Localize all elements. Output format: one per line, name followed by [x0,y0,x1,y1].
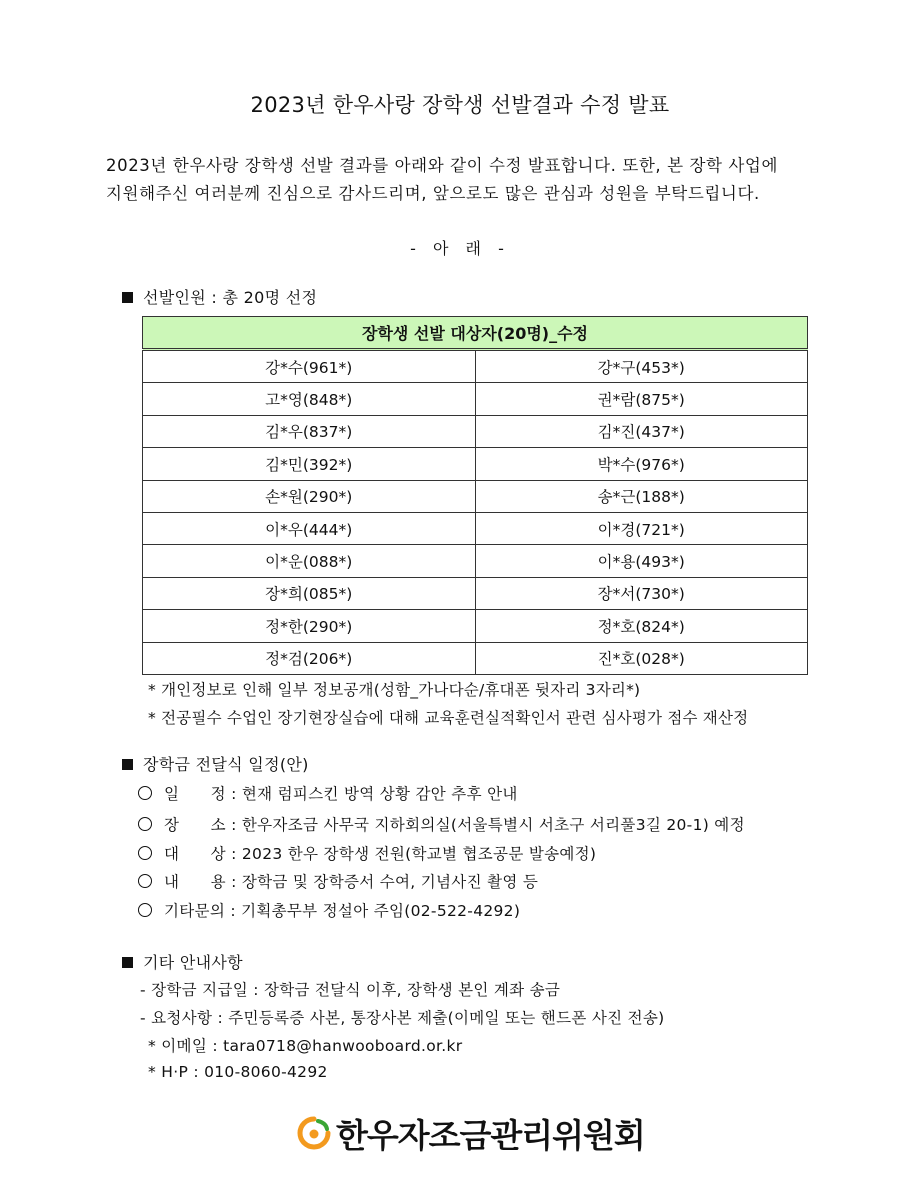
ceremony-heading [122,752,309,775]
organization-name: 한우자조금관리위원회 [336,1115,645,1155]
rescoring-note: * 전공필수 수업인 장기현장실습에 대해 교육훈련실적확인서 관련 심사평가 점수 재산정 [148,709,749,727]
table-cell: 강*구(453*) [475,350,808,383]
intro-line-2: 지원해주신 여러분께 진심으로 감사드리며, 앞으로도 많은 관심과 성원을 부탁드립니다. [106,184,760,203]
request-info: - 요청사항 : 주민등록증 사본, 통장사본 제출(이메일 또는 핸드폰 사진 전송) [140,1009,665,1027]
organization-logo [296,1108,645,1158]
selection-table [142,316,808,675]
table-cell: 정*검(206*) [143,642,476,674]
table-cell: 권*람(875*) [475,383,808,415]
other-info-heading-text: 기타 안내사항 [143,953,243,972]
table-cell: 이*경(721*) [475,512,808,544]
table-row [143,577,808,609]
table-cell: 이*우(444*) [143,512,476,544]
circle-bullet-icon [138,817,152,831]
table-cell: 손*원(290*) [143,480,476,512]
payment-date-info: - 장학금 지급일 : 장학금 전달식 이후, 장학생 본인 계좌 송금 [140,981,561,999]
table-row [143,448,808,480]
intro-line-1: 2023년 한우사랑 장학생 선발 결과를 아래와 같이 수정 발표합니다. 또한, 본 장학 사업에 [106,156,779,175]
square-bullet-icon [122,957,133,968]
table-row [143,480,808,512]
selection-heading-text: 선발인원 : 총 20명 선정 [143,288,318,307]
hanwoo-logo-icon [296,1115,332,1151]
other-info-heading [122,950,243,973]
table-cell: 진*호(028*) [475,642,808,674]
table-cell: 송*근(188*) [475,480,808,512]
table-row [143,512,808,544]
square-bullet-icon [122,292,133,303]
table-cell: 이*운(088*) [143,545,476,577]
email-info: * 이메일 : tara0718@hanwooboard.or.kr [148,1037,463,1055]
table-row [143,383,808,415]
schedule-place: 장 소 : 한우자조금 사무국 지하회의실(서울특별시 서초구 서리풀3길 20-1) 예정 [138,813,745,835]
table-cell: 장*희(085*) [143,577,476,609]
table-row [143,642,808,674]
schedule-date: 일 정 : 현재 럼피스킨 방역 상황 감안 추후 안내 [138,782,518,804]
table-row [143,610,808,642]
table-cell: 정*한(290*) [143,610,476,642]
table-row [143,350,808,383]
privacy-note: * 개인정보로 인해 일부 정보공개(성함_가나다순/휴대폰 뒷자리 3자리*) [148,681,641,699]
circle-bullet-icon [138,874,152,888]
section-divider-heading: - 아 래 - [410,239,510,258]
circle-bullet-icon [138,846,152,860]
ceremony-heading-text: 장학금 전달식 일정(안) [143,755,309,774]
phone-info: * H·P : 010-8060-4292 [148,1063,328,1081]
page-title: 2023년 한우사랑 장학생 선발결과 수정 발표 [250,93,670,117]
selection-heading [122,285,317,308]
table-cell: 김*민(392*) [143,448,476,480]
table-row [143,415,808,447]
table-cell: 장*서(730*) [475,577,808,609]
table-cell: 김*우(837*) [143,415,476,447]
square-bullet-icon [122,759,133,770]
circle-bullet-icon [138,903,152,917]
table-cell: 박*수(976*) [475,448,808,480]
table-cell: 이*용(493*) [475,545,808,577]
table-cell: 김*진(437*) [475,415,808,447]
schedule-target: 대 상 : 2023 한우 장학생 전원(학교별 협조공문 발송예정) [138,842,596,864]
table-cell: 강*수(961*) [143,350,476,383]
schedule-contact: 기타문의 : 기획총무부 정설아 주임(02-522-4292) [138,899,520,921]
selection-table-title: 장학생 선발 대상자(20명)_수정 [143,317,808,350]
schedule-content: 내 용 : 장학금 및 장학증서 수여, 기념사진 촬영 등 [138,870,538,892]
table-cell: 고*영(848*) [143,383,476,415]
table-row [143,545,808,577]
table-cell: 정*호(824*) [475,610,808,642]
circle-bullet-icon [138,786,152,800]
